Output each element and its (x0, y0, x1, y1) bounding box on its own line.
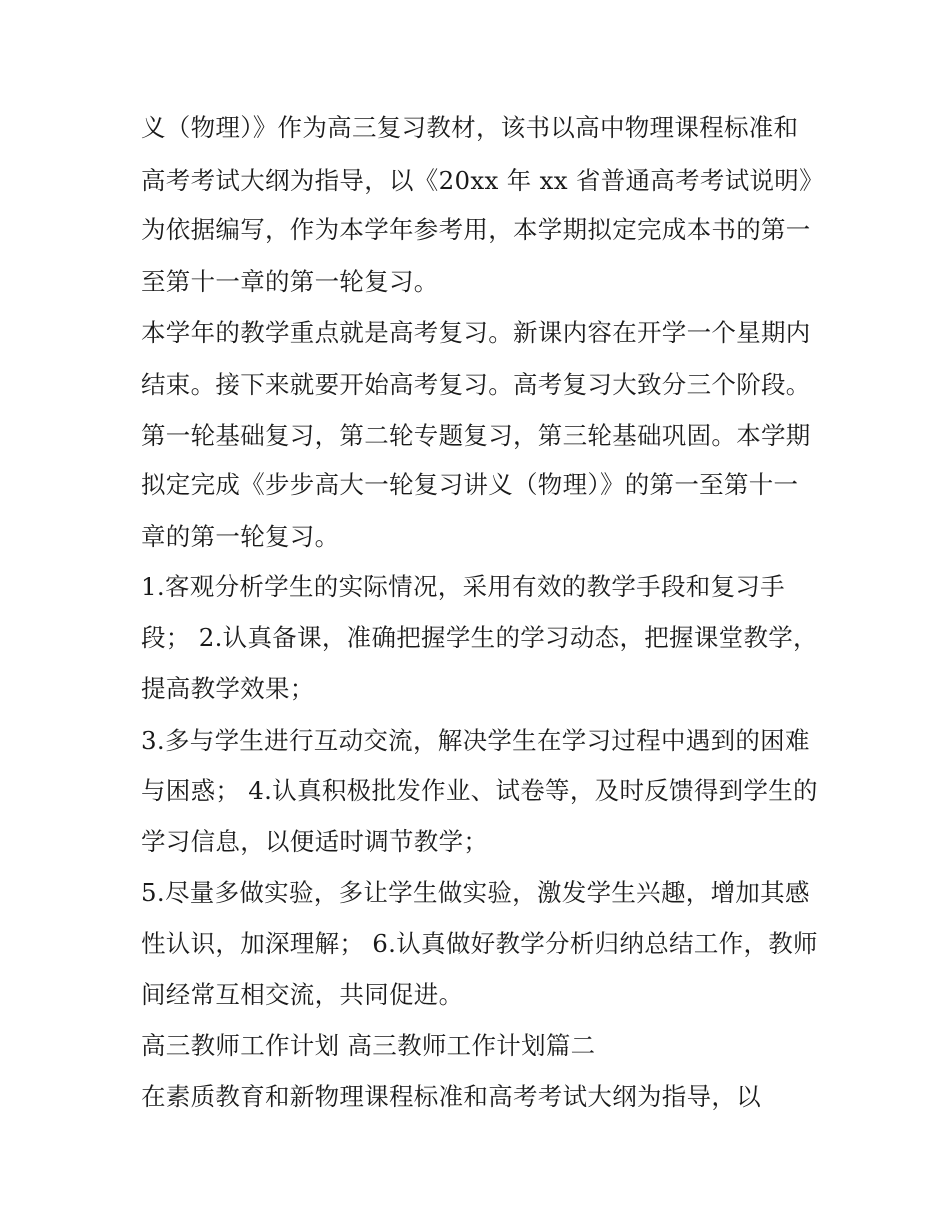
text-line: 在素质教育和新物理课程标准和高考考试大纲为指导，以 (141, 1082, 761, 1111)
text-line: 5.尽量多做实验，多让学生做实验，激发学生兴趣，增加其感 (141, 878, 810, 907)
text-line: 结束。接下来就要开始高考复习。高考复习大致分三个阶段。 (141, 370, 811, 399)
text-line: 第一轮基础复习，第二轮专题复习，第三轮基础巩固。本学期 (141, 421, 811, 450)
text-line: 提高教学效果； (141, 674, 315, 703)
section-heading: 高三教师工作计划 高三教师工作计划篇二 (141, 1031, 596, 1060)
text-line: 间经常互相交流，共同促进。 (141, 980, 464, 1009)
text-line: 至第十一章的第一轮复习。 (141, 267, 439, 296)
text-line: 与困惑； 4.认真积极批发作业、试卷等，及时反馈得到学生的 (141, 776, 818, 805)
text-line: 义（物理）》作为高三复习教材，该书以高中物理课程标准和 (141, 113, 799, 142)
text-line: 学习信息，以便适时调节教学； (141, 827, 489, 856)
text-line: 高考考试大纲为指导，以《20xx 年 xx 省普通高考考试说明》 (141, 166, 824, 195)
text-line: 为依据编写，作为本学年参考用，本学期拟定完成本书的第一 (141, 215, 811, 244)
text-line: 1.客观分析学生的实际情况，采用有效的教学手段和复习手 (141, 572, 785, 601)
text-line: 章的第一轮复习。 (141, 522, 340, 551)
text-line: 3.多与学生进行互动交流，解决学生在学习过程中遇到的困难 (141, 726, 810, 755)
text-line: 拟定完成《步步高大一轮复习讲义（物理）》的第一至第十一 (141, 470, 799, 499)
text-line: 本学年的教学重点就是高考复习。新课内容在开学一个星期内 (141, 318, 811, 347)
text-line: 段； 2.认真备课，准确把握学生的学习动态，把握课堂教学， (141, 623, 818, 652)
text-line: 性认识，加深理解； 6.认真做好教学分析归纳总结工作，教师 (141, 929, 818, 958)
